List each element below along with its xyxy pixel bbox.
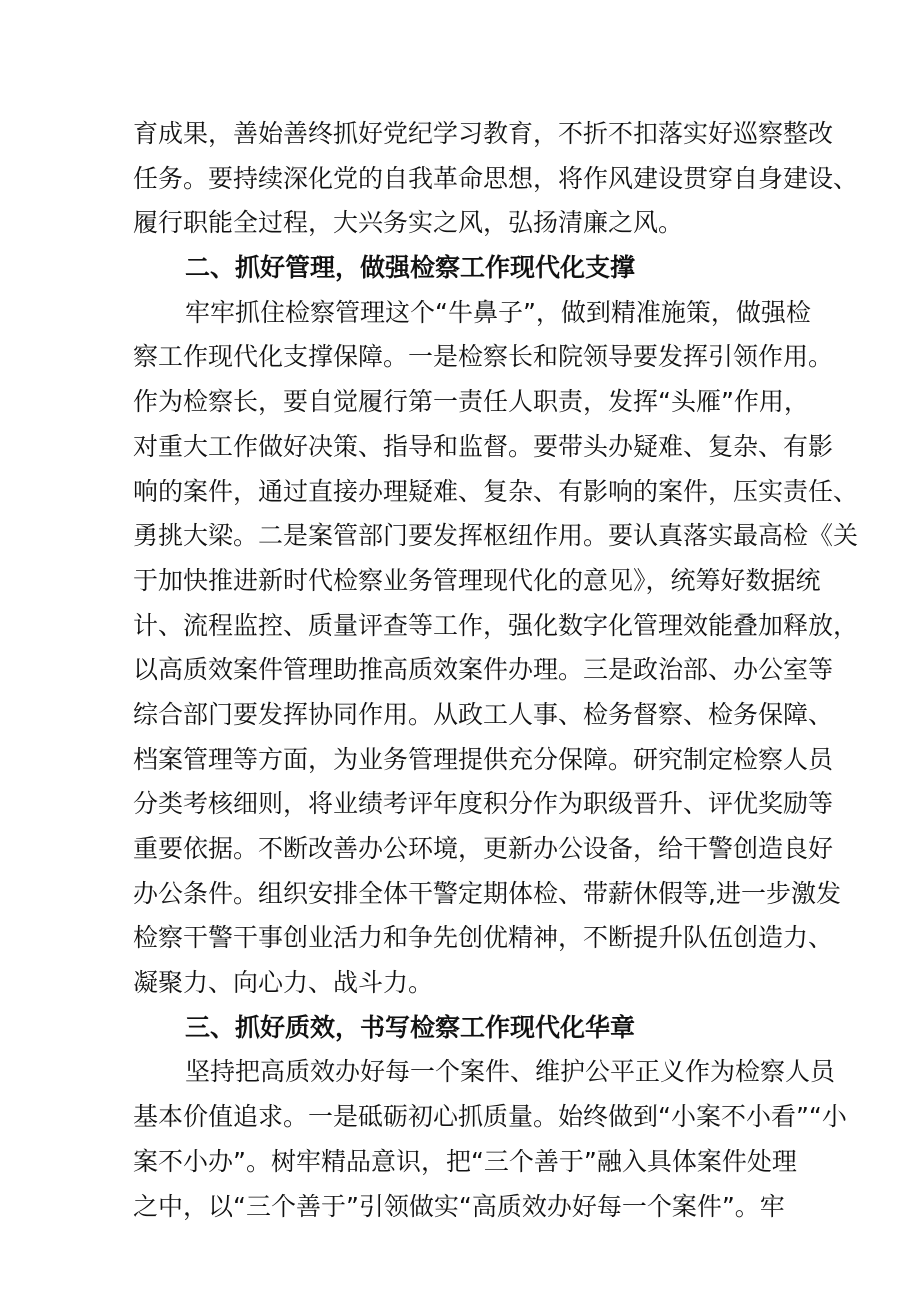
paragraph-line: 育成果，善始善终抓好党纪学习教育，不折不扣落实好巡察整改 xyxy=(133,119,834,148)
section-heading: 二、抓好管理，做强检察工作现代化支撑 xyxy=(185,253,636,283)
paragraph-line: 分类考核细则，将业绩考评年度积分作为职级晋升、评优奖励等 xyxy=(133,789,834,819)
paragraph-line: 勇挑大梁。二是案管部门要发挥枢纽作用。要认真落实最高检《关 xyxy=(133,521,859,551)
paragraph-line: 综合部门要发挥协同作用。从政工人事、检务督察、检务保障、 xyxy=(133,699,834,729)
paragraph-line: 档案管理等方面，为业务管理提供充分保障。研究制定检察人员 xyxy=(133,744,834,774)
paragraph-line: 响的案件，通过直接办理疑难、复杂、有影响的案件，压实责任、 xyxy=(133,476,859,506)
paragraph-line: 办公条件。组织安排全体干警定期体检、带薪休假等,进一步激发 xyxy=(133,878,841,908)
paragraph-line: 履行职能全过程，大兴务实之风，弘扬清廉之风。 xyxy=(133,208,684,238)
section-heading: 三、抓好质效，书写检察工作现代化华章 xyxy=(185,1012,636,1042)
paragraph-line: 重要依据。不断改善办公环境，更新办公设备，给干警创造良好 xyxy=(133,834,834,863)
paragraph-line: 以高质效案件管理助推高质效案件办理。三是政治部、办公室等 xyxy=(133,655,834,685)
paragraph-line: 任务。要持续深化党的自我革命思想，将作风建设贯穿自身建设、 xyxy=(133,163,859,193)
paragraph-line: 于加快推进新时代检察业务管理现代化的意见》，统筹好数据统 xyxy=(133,565,821,595)
paragraph-line: 察工作现代化支撑保障。一是检察长和院领导要发挥引领作用。 xyxy=(133,342,834,372)
paragraph-line: 对重大工作做好决策、指导和监督。要带头办疑难、复杂、有影 xyxy=(133,431,834,461)
paragraph-line: 检察干警干事创业活力和争先创优精神，不断提升队伍创造力、 xyxy=(133,923,834,953)
paragraph-line: 之中，以“三个善于”引领做实“高质效办好每一个案件”。牢 xyxy=(133,1191,785,1221)
document-body xyxy=(133,112,859,1229)
paragraph-line: 凝聚力、向心力、战斗力。 xyxy=(133,968,434,998)
paragraph-line: 计、流程监控、质量评查等工作，强化数字化管理效能叠加释放， xyxy=(133,610,859,640)
paragraph-line: 作为检察长，要自觉履行第一责任人职责，发挥“头雁”作用， xyxy=(133,387,809,417)
paragraph-line: 牢牢抓住检察管理这个“牛鼻子”，做到精准施策，做强检 xyxy=(185,297,811,327)
paragraph-line: 坚持把高质效办好每一个案件、维护公平正义作为检察人员 xyxy=(185,1057,836,1087)
paragraph-line: 案不小办”。树牢精品意识，把“三个善于”融入具体案件处理 xyxy=(133,1146,797,1176)
paragraph-line: 基本价值追求。一是砥砺初心抓质量。始终做到“小案不小看”“小 xyxy=(133,1102,847,1132)
